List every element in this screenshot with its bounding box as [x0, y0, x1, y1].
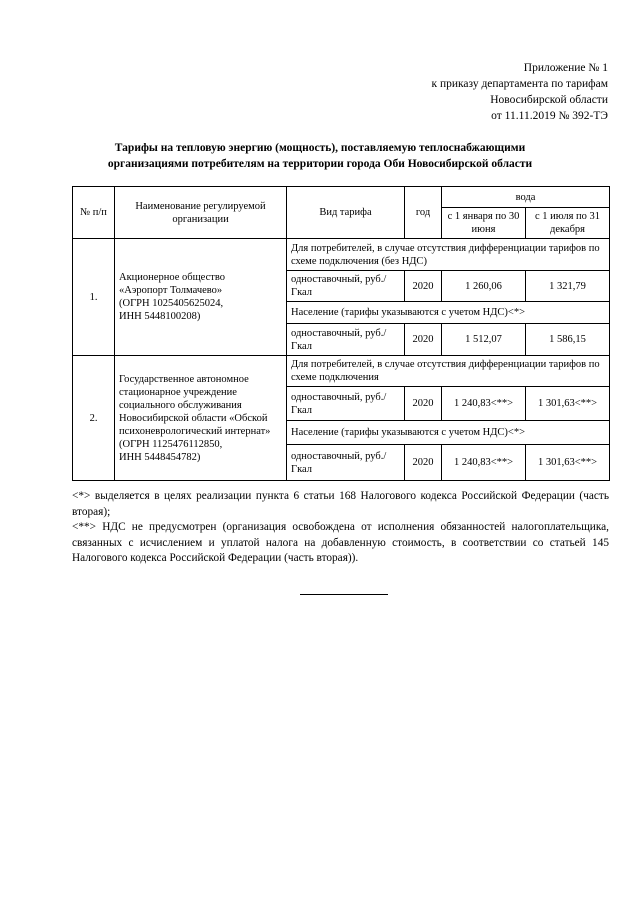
org-name-line: ИНН 5448454782) — [119, 451, 201, 463]
table-row — [73, 239, 610, 271]
tariff-value-h2: 1 321,79 — [526, 271, 610, 302]
org-name — [115, 356, 287, 481]
org-name — [115, 239, 287, 356]
org-name-line: Государственное автономное — [119, 373, 249, 385]
footnote-vat-allocation: <*> выделяется в целях реализации пункта 6 статьи 168 Налогового кодекса Российской Федерации (часть вторая); — [72, 490, 609, 518]
row-num: 2. — [73, 356, 115, 481]
appendix-title: Приложение № 1 — [523, 62, 608, 74]
appendix-order: к приказу департамента по тарифам — [431, 78, 608, 90]
org-name-line: стационарное учреждение — [119, 386, 237, 398]
tariff-value-h1: 1 512,07 — [442, 324, 526, 356]
header-year: год — [405, 187, 442, 239]
table-row — [73, 356, 610, 387]
appendix-date: от 11.11.2019 № 392-ТЭ — [491, 110, 608, 122]
header-tariff-type: Вид тарифа — [287, 187, 405, 239]
header-period-1: с 1 января по 30 июня — [442, 208, 526, 239]
header-water: вода — [442, 187, 610, 208]
org-name-line: (ОГРН 1025405625024, — [119, 298, 224, 309]
tariff-year: 2020 — [405, 387, 442, 421]
document-title — [60, 140, 580, 172]
section-caption: Для потребителей, в случае отсутствия дифференциации тарифов по схеме подключения — [287, 356, 610, 387]
tariff-value-h2: 1 301,63<**> — [526, 387, 610, 421]
org-name-line: ИНН 5448100208) — [119, 311, 201, 322]
document-title-line1: Тарифы на тепловую энергию (мощность), поставляемую теплоснабжающими — [114, 142, 526, 154]
header-num: № п/п — [73, 187, 115, 239]
tariff-value-h2: 1 301,63<**> — [526, 445, 610, 481]
tariff-type: одноставочный, руб./Гкал — [287, 324, 405, 356]
org-name-line: «Аэропорт Толмачево» — [119, 285, 223, 296]
org-name-line: социального обслуживания — [119, 399, 242, 411]
section-caption: Для потребителей, в случае отсутствия дифференциации тарифов по схеме подключения (без НДС) — [287, 239, 610, 271]
header-org: Наименование регулируемой организации — [115, 187, 287, 239]
tariff-type: одноставочный, руб./Гкал — [287, 387, 405, 421]
tariff-type: одноставочный, руб./Гкал — [287, 445, 405, 481]
section-caption: Население (тарифы указываются с учетом НДС)<*> — [287, 302, 610, 324]
header-period-2: с 1 июля по 31 декабря — [526, 208, 610, 239]
tariff-value-h2: 1 586,15 — [526, 324, 610, 356]
document-title-line2: организациями потребителям на территории города Оби Новосибирской области — [107, 158, 533, 170]
tariff-value-h1: 1 260,06 — [442, 271, 526, 302]
tariff-year: 2020 — [405, 445, 442, 481]
tariff-value-h1: 1 240,83<**> — [442, 387, 526, 421]
appendix-region: Новосибирской области — [490, 94, 608, 106]
end-divider — [300, 594, 388, 595]
org-name-line: (ОГРН 1125476112850, — [119, 438, 223, 450]
tariff-table — [72, 186, 610, 481]
org-name-line: Новосибирской области «Обской — [119, 412, 268, 424]
footnote-vat-exempt: <**> НДС не предусмотрен (организация освобождена от исполнения обязанностей налогоплательщика, связанных с исчислением и уплатой налога на добавленную стоимость, в соответствии со статьей 145 Налогового кодекса Российской Федерации (часть вторая)). — [72, 521, 609, 564]
section-caption: Население (тарифы указываются с учетом НДС)<*> — [287, 421, 610, 445]
footnotes — [72, 489, 609, 567]
org-name-line: Акционерное общество — [119, 272, 225, 283]
table-header-row — [73, 187, 610, 208]
tariff-year: 2020 — [405, 271, 442, 302]
tariff-year: 2020 — [405, 324, 442, 356]
row-num: 1. — [73, 239, 115, 356]
tariff-type: одноставочный, руб./Гкал — [287, 271, 405, 302]
org-name-line: психоневрологический интернат» — [119, 425, 271, 437]
appendix-header — [431, 60, 608, 124]
tariff-value-h1: 1 240,83<**> — [442, 445, 526, 481]
